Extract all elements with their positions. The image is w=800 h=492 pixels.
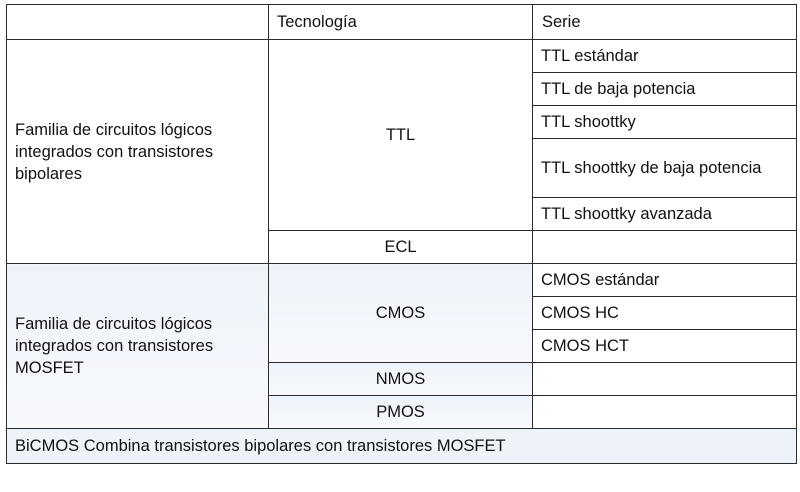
series-cell: TTL de baja potencia bbox=[533, 73, 797, 106]
bicmos-note-cell: BiCMOS Combina transistores bipolares con transistores MOSFET bbox=[7, 429, 797, 464]
series-cell: TTL shoottky bbox=[533, 106, 797, 139]
table-row bbox=[7, 264, 797, 297]
series-cell: TTL shoottky avanzada bbox=[533, 198, 797, 231]
technology-pmos-cell: PMOS bbox=[269, 396, 533, 429]
logic-families-table-container bbox=[6, 4, 797, 464]
series-cell: TTL estándar bbox=[533, 40, 797, 73]
series-cell: CMOS HCT bbox=[533, 330, 797, 363]
logic-families-table bbox=[6, 4, 797, 464]
table-row bbox=[7, 40, 797, 73]
series-cell bbox=[533, 396, 797, 429]
series-cell bbox=[533, 231, 797, 264]
family-bipolar-cell: Familia de circuitos lógicos integrados con transistores bipolares bbox=[7, 40, 269, 264]
header-series-cell: Serie bbox=[533, 5, 797, 40]
series-cell: CMOS estándar bbox=[533, 264, 797, 297]
footer-row bbox=[7, 429, 797, 464]
header-family-cell bbox=[7, 5, 269, 40]
technology-nmos-cell: NMOS bbox=[269, 363, 533, 396]
header-row bbox=[7, 5, 797, 40]
technology-ttl-cell: TTL bbox=[269, 40, 533, 231]
series-cell bbox=[533, 363, 797, 396]
family-mosfet-cell: Familia de circuitos lógicos integrados con transistores MOSFET bbox=[7, 264, 269, 429]
technology-ecl-cell: ECL bbox=[269, 231, 533, 264]
technology-cmos-cell: CMOS bbox=[269, 264, 533, 363]
header-technology-cell: Tecnología bbox=[269, 5, 533, 40]
series-cell: CMOS HC bbox=[533, 297, 797, 330]
series-cell: TTL shoottky de baja potencia bbox=[533, 139, 797, 198]
